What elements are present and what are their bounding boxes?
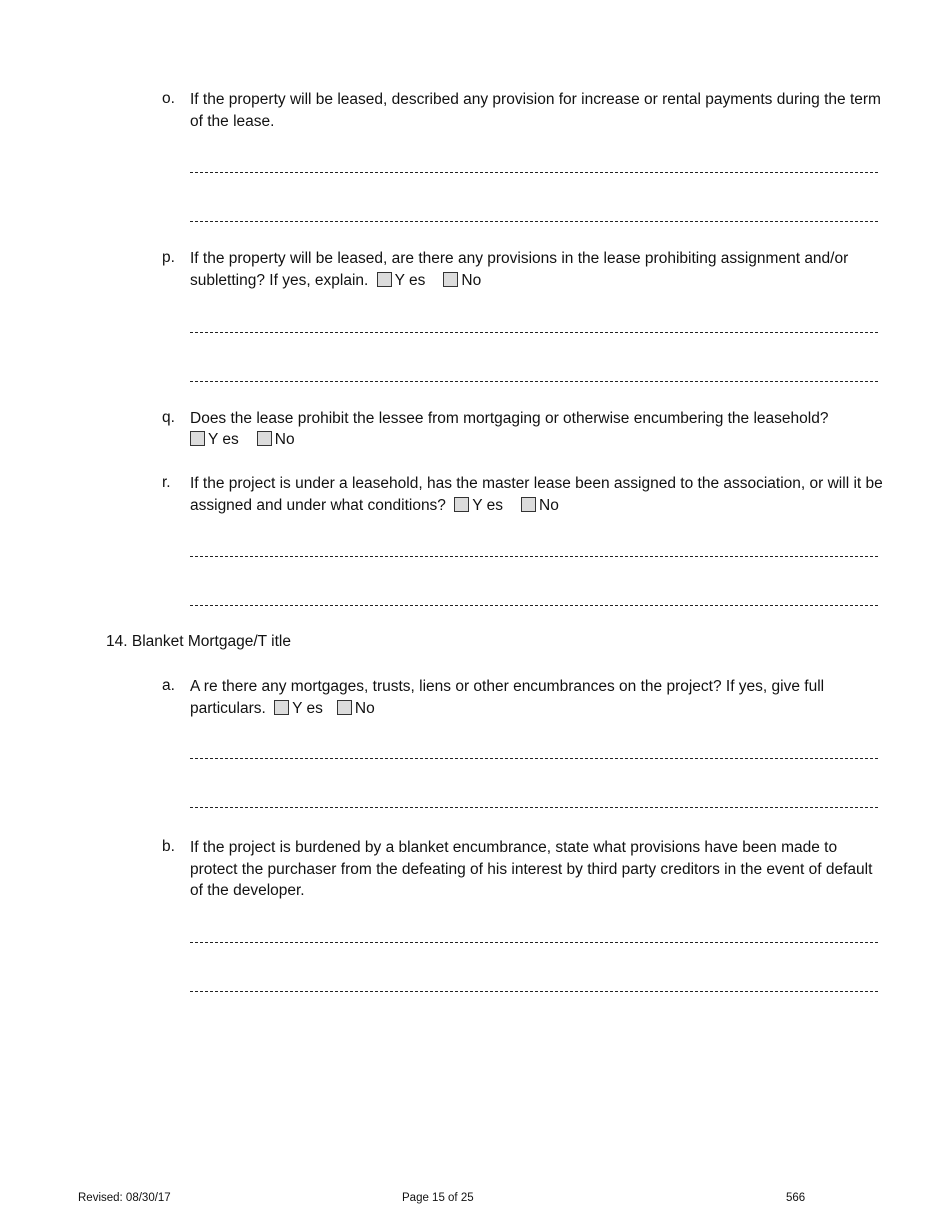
item-q-text: Does the lease prohibit the lessee from mortgaging or otherwise encumbering the leasehold? — [190, 410, 829, 427]
item-p-letter: p. — [162, 249, 175, 266]
yes-option[interactable] — [270, 700, 323, 717]
checkbox-no[interactable] — [443, 272, 458, 287]
item-o-text: If the property will be leased, described any provision for increase or rental payments during the term of the lease. — [190, 91, 881, 130]
checkbox-no[interactable] — [521, 497, 536, 512]
answer-line[interactable] — [190, 605, 878, 606]
yes-label: Y es — [292, 699, 323, 717]
item-b-letter: b. — [162, 838, 175, 855]
answer-line[interactable] — [190, 807, 878, 808]
no-label: No — [461, 271, 482, 289]
checkbox-no[interactable] — [257, 431, 272, 446]
yes-label: Y es — [394, 271, 426, 289]
item-o-letter: o. — [162, 90, 175, 107]
item-q-question — [190, 408, 885, 430]
answer-line[interactable] — [190, 221, 878, 222]
footer-page-number: Page 15 of 25 — [402, 1192, 474, 1204]
item-q-letter: q. — [162, 409, 175, 426]
footer-revised: Revised: 08/30/17 — [78, 1192, 171, 1204]
footer-form-number: 566 — [786, 1192, 806, 1204]
checkbox-no[interactable] — [337, 700, 352, 715]
answer-line[interactable] — [190, 332, 878, 333]
answer-line[interactable] — [190, 942, 878, 943]
item-p-question — [190, 248, 885, 291]
no-label: No — [354, 699, 375, 717]
item-r-text: If the project is under a leasehold, has the master lease been assigned to the association, or will it be assigned and under what conditions? — [190, 475, 883, 514]
no-option[interactable] — [333, 700, 375, 717]
item-r-letter: r. — [162, 474, 171, 491]
yes-option[interactable] — [450, 497, 503, 514]
item-r-question — [190, 473, 885, 516]
no-option[interactable] — [517, 497, 559, 514]
yes-option[interactable] — [186, 431, 239, 448]
item-a-question — [190, 676, 885, 719]
no-label: No — [274, 431, 295, 448]
answer-line[interactable] — [190, 991, 878, 992]
yes-label: Y es — [208, 431, 239, 448]
checkbox-yes[interactable] — [454, 497, 469, 512]
item-q-options — [186, 429, 881, 451]
item-a-text: A re there any mortgages, trusts, liens or other encumbrances on the project? If yes, give full particulars. — [190, 678, 825, 717]
yes-label: Y es — [472, 496, 503, 514]
no-label: No — [539, 496, 559, 514]
answer-line[interactable] — [190, 556, 878, 557]
no-option[interactable] — [439, 272, 481, 289]
yes-option[interactable] — [373, 272, 426, 289]
checkbox-yes[interactable] — [190, 431, 205, 446]
answer-line[interactable] — [190, 381, 878, 382]
checkbox-yes[interactable] — [377, 272, 392, 287]
section-heading: 14. Blanket Mortgage/T itle — [106, 633, 291, 650]
item-a-letter: a. — [162, 677, 175, 694]
no-option[interactable] — [253, 431, 295, 448]
item-p-text: If the property will be leased, are there any provisions in the lease prohibiting assignment and/or subletting? If yes, explain. — [190, 250, 849, 289]
checkbox-yes[interactable] — [274, 700, 289, 715]
answer-line[interactable] — [190, 172, 878, 173]
item-b-text: If the project is burdened by a blanket encumbrance, state what provisions have been made to protect the purchaser from the defeating of his interest by third party creditors in the event of default of the developer. — [190, 839, 873, 899]
answer-line[interactable] — [190, 758, 878, 759]
